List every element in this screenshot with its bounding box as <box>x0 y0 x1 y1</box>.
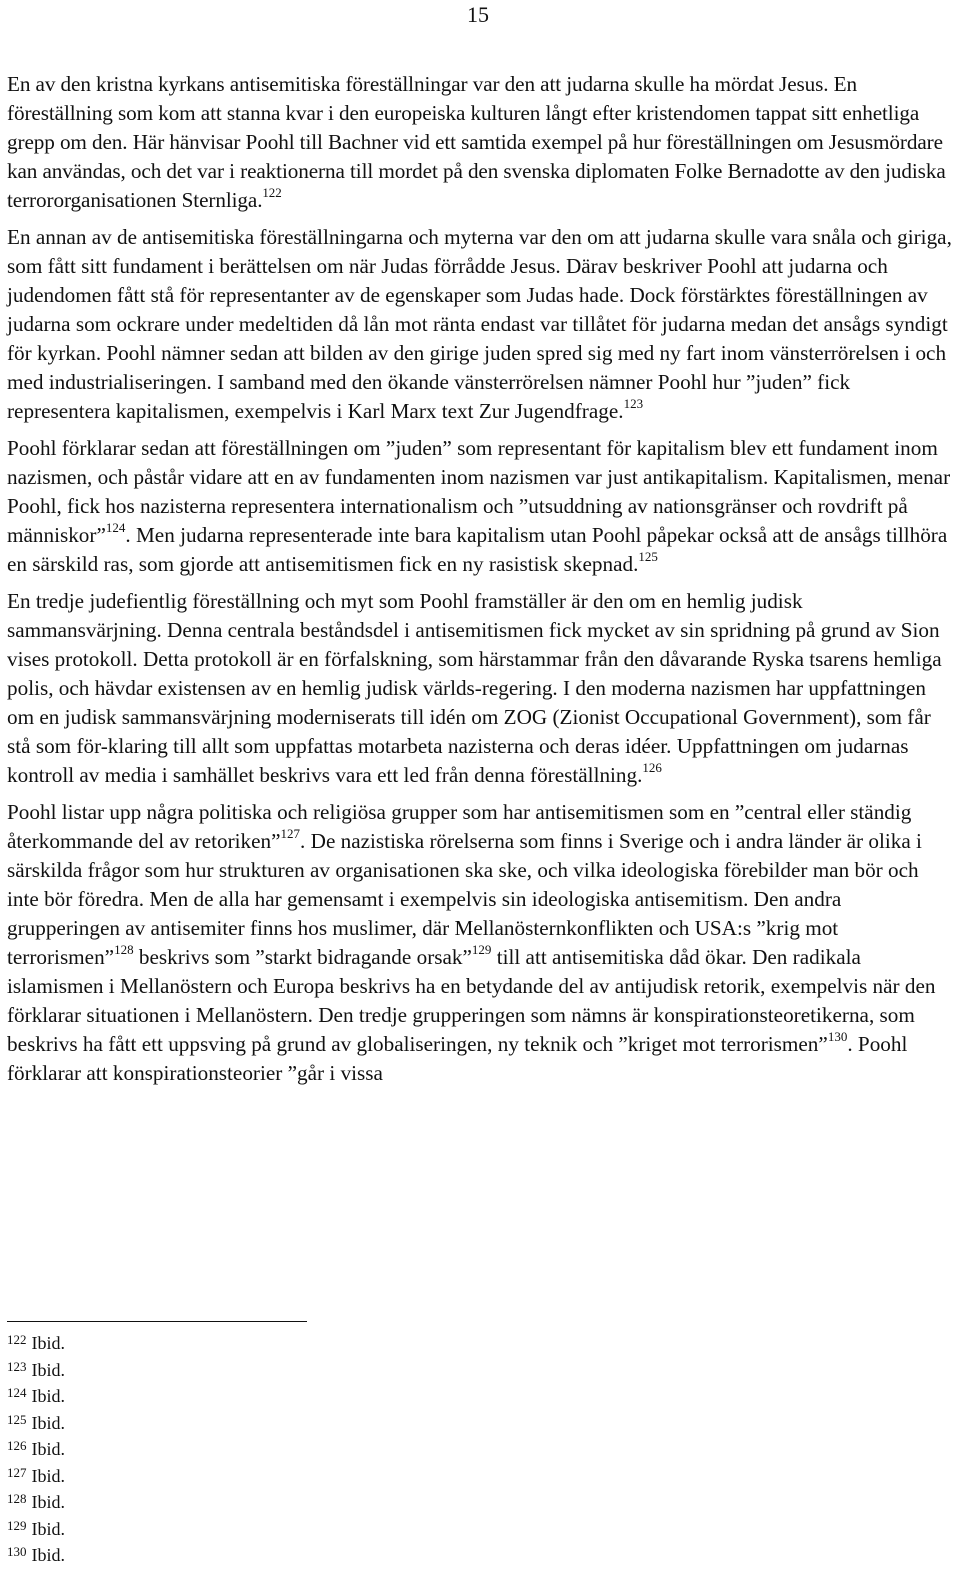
paragraph-4 <box>7 587 955 790</box>
footnote-number: 129 <box>7 1517 27 1533</box>
footnote-ref: 130 <box>827 1028 848 1044</box>
page-number: 15 <box>467 2 489 27</box>
paragraph-text: En av den kristna kyrkans antisemitiska föreställningar var den att judarna skulle ha mördat Jesus. En föreställning som kom att stanna kvar i den europeiska kulturen långt efter kristendomen tappat sitt enhetliga grepp om den. Här hänvisar Poohl till Bachner vid ett samtida exempel på hur föreställningen om Jesusmördare kan användas, och det var i reaktionerna till mordet på den svenska diplomaten Folke Bernadotte av den judiska terrororganisationen Sternliga. <box>7 72 946 212</box>
footnote-text: Ibid. <box>31 1545 65 1565</box>
footnote-ref: 128 <box>114 941 134 957</box>
footnote-text: Ibid. <box>31 1386 65 1406</box>
paragraph-2 <box>7 223 955 426</box>
footnote-text: Ibid. <box>31 1333 65 1353</box>
footnote-text: Ibid. <box>31 1465 65 1486</box>
footnote-ref: 126 <box>642 759 662 775</box>
footnote-number: 124 <box>7 1385 27 1400</box>
footnote-text: Ibid. <box>31 1518 65 1539</box>
paragraph-text: . Poohl förklarar att konspirationsteorier ”går i vissa <box>7 1032 908 1085</box>
paragraph-text: En tredje judefientlig föreställning och myt som Poohl framställer är den om en hemlig judisk sammansvärjning. Denna centrala beståndsdel i antisemitismen fick mycket av sin spridning på grund av Sion vises protokoll. Detta protokoll är en förfalskning, som härstammar från den dåvarande Ryska tsarens hemliga polis, och hävdar existensen av en hemlig judisk världs-regering. I den moderna nazismen har uppfattningen om en judisk sammansvärjning moderniserats till idén om ZOG (Zionist Occupational Government), som får stå som för-klaring till allt som uppfattas motarbeta nazisterna och deras idéer. Uppfattningen om judarnas kontroll av media i samhället beskrivs vara ett led från denna föreställning. <box>7 589 942 787</box>
footnote-ref: 129 <box>471 941 492 957</box>
paragraph-3 <box>7 434 955 579</box>
footnote-number: 127 <box>7 1464 27 1480</box>
footnote-text: Ibid. <box>31 1492 65 1512</box>
paragraph-1 <box>7 70 955 215</box>
footnote-text: Ibid. <box>31 1412 65 1433</box>
footnote-ref: 125 <box>638 548 658 564</box>
footnotes <box>7 1331 65 1570</box>
paragraph-text: till att antisemitiska dåd ökar. Den radikala islamismen i Mellanöstern och Europa beskrivs ha en betydande del av antijudisk retorik, exempelvis när den förklarar situationen i Mellanöstern. Den tredje grupperingen som nämns är konspirationsteoretikerna, som beskrivs ha fått ett uppsving på grund av globaliseringen, ny teknik och ”kriget mot terrorismen” <box>7 945 936 1056</box>
footnote-number: 122 <box>7 1332 27 1347</box>
footnote-ref: 124 <box>105 519 126 535</box>
paragraph-text: beskrivs som ”starkt bidragande orsak” <box>133 945 472 969</box>
footnote-text: Ibid. <box>31 1359 65 1380</box>
paragraph-text: En annan av de antisemitiska föreställningarna och myterna var den om att judarna skulle vara snåla och giriga, som fått sitt fundament i berättelsen om när Judas förrådde Jesus. Därav beskriver Poohl att judarna och judendomen fått stå för representanter av de egenskaper som Judas hade. Dock förstärktes föreställningen av judarna som ockrare under medeltiden då lån mot ränta endast var tillåtet för judarna medan det ansågs syndigt för kyrkan. Poohl nämner sedan att bilden av den girige juden spred sig med ny fart inom vänsterrörelsen i och med industrialiseringen. I samband med den ökande vänsterrörelsen nämner Poohl hur ”juden” fick representera kapitalismen, exempelvis i Karl Marx text Zur Jugendfrage. <box>7 225 952 423</box>
paragraph-text: Poohl listar upp några politiska och religiösa grupper som har antisemitismen som en ”central eller ständig återkommande del av retoriken” <box>7 800 912 853</box>
footnote-number: 123 <box>7 1358 27 1374</box>
body-text <box>7 70 955 1096</box>
footnote-number: 130 <box>7 1544 27 1559</box>
paragraph-text: Poohl förklarar sedan att föreställningen om ”juden” som representant för kapitalism blev ett fundament inom nazismen, och påstår vidare att en av fundamenten inom nazismen var just antikapitalism. Kapitalismen, menar Poohl, fick hos nazisterna representera internationalism och ”utsuddning av nationsgränser och rovdrift på människor” <box>7 436 951 547</box>
paragraph-text: . Men judarna representerade inte bara kapitalism utan Poohl påpekar också att de ansågs tillhöra en särskild ras, som gjorde att antisemitismen fick en ny rasistisk skepnad. <box>7 523 948 576</box>
footnote-ref: 127 <box>280 825 301 841</box>
paragraph-5 <box>7 798 955 1088</box>
footnote-ref: 123 <box>623 395 644 411</box>
footnote-number: 125 <box>7 1411 27 1427</box>
footnote-number: 128 <box>7 1491 27 1506</box>
footnote-separator <box>7 1321 307 1322</box>
paragraph-text: . De nazistiska rörelserna som finns i Sverige och i andra länder är olika i särskilda frågor som hur strukturen av organisationen ska ske, och vilka ideologiska förebilder man bör och inte bör föredra. Men de alla har gemensamt i exempelvis sin ideologiska antisemitism. Den andra grupperingen av antisemiter finns hos muslimer, där Mellanösternkonflikten och USA:s ”krig mot terrorismen” <box>7 829 922 969</box>
footnote-ref: 122 <box>262 184 282 200</box>
footnote-number: 126 <box>7 1438 27 1453</box>
footnote-text: Ibid. <box>31 1439 65 1459</box>
